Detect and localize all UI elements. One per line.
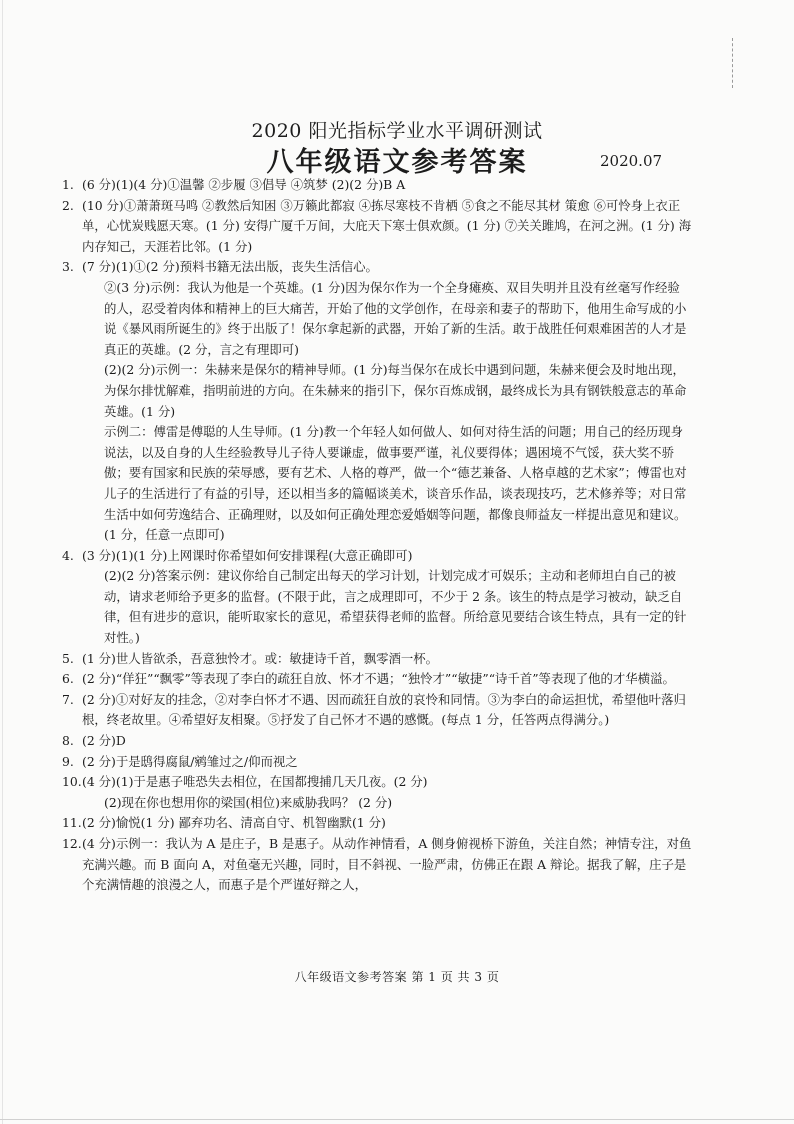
answer-text: (1 分)世人皆欲杀，吾意独怜才。或：敏捷诗千首，飘零酒一杯。: [82, 650, 439, 666]
scan-mark: [732, 38, 734, 88]
answer-number: 9.: [62, 753, 74, 769]
answer-subpart: (2)(2 分)答案示例：建议你给自己制定出每天的学习计划，计划完成才可娱乐；主动和老师坦白自己的被动，请求老师给予更多的监督。(不限于此，言之成理即可，不少于 2 条。该生的特点是学习被动，缺乏自律，但有进步的意识，能听取家长的意见，希望获得老师的监督。所给意见要结合该生特点，具有一定的针对性。): [104, 568, 687, 646]
answer-text: (2 分)愉悦(1 分) 鄙弃功名、清高自守、机智幽默(1 分): [82, 815, 386, 831]
answer-subpart: 示例二：傅雷是傅聪的人生导师。(1 分)教一个年轻人如何做人、如何对待生活的问题；用自己的经历现身说法，以及自身的人生经验教导儿子待人要谦虚，做事要严谨，礼仪要得体；遇困境不气馁，获大奖不骄傲；要有国家和民族的荣辱感，要有艺术、人格的尊严，做一个“德艺兼备、人格卓越的艺术家”；傅雷也对儿子的生活进行了有益的引导，还以相当多的篇幅谈美术，谈音乐作品，谈表现技巧，艺术修养等；对日常生活中如何劳逸结合、正确理财，以及如何正确处理恋爱婚姻等问题，都像良师益友一样提出意见和建议。(1 分，任意一点即可): [104, 424, 687, 543]
answer-number: 5.: [62, 650, 74, 666]
answer-item: [62, 175, 692, 196]
answer-number: 3.: [62, 259, 74, 275]
answer-number: 2.: [62, 197, 74, 213]
answer-item: [62, 649, 692, 670]
answer-item: [62, 813, 692, 834]
answer-text: (2 分)①对好友的挂念，②对李白怀才不遇、因而疏狂自放的哀怜和同情。③为李白的命运担忧，希望他叶落归根，终老故里。④希望好友相聚。⑤抒发了自己怀才不遇的感慨。(每点 1 分，任答两点得满分。): [82, 691, 686, 728]
exam-title: 2020 阳光指标学业水平调研测试: [251, 120, 543, 142]
answer-subpart: (2)现在你也想用你的梁国(相位)来威胁我吗？ (2 分): [104, 794, 393, 810]
answer-item: [62, 257, 692, 545]
answer-number: 6.: [62, 671, 74, 687]
answer-text: (4 分)(1)于是惠子唯恐失去相位，在国都搜捕几天几夜。(2 分): [82, 774, 428, 790]
answer-item: [62, 546, 692, 649]
answer-number: 8.: [62, 733, 74, 749]
answer-item: [62, 752, 692, 773]
answer-subpart: ②(3 分)示例：我认为他是一个英雄。(1 分)因为保尔作为一个全身瘫痪、双目失明并且没有丝毫写作经验的人，忍受着肉体和精神上的巨大痛苦，开始了他的文学创作，在母亲和妻子的帮助下，他用生命写成的小说《暴风雨所诞生的》终于出版了！保尔拿起新的武器，开始了新的生活。敢于战胜任何艰难困苦的人才是真正的英雄。(2 分，言之有理即可): [104, 279, 687, 357]
answer-item: [62, 772, 692, 813]
answer-number: 7.: [62, 691, 74, 707]
answer-number: 4.: [62, 547, 74, 563]
answer-subpart: (2)(2 分)示例一：朱赫来是保尔的精神导师。(1 分)每当保尔在成长中遇到问题，朱赫来便会及时地出现，为保尔排忧解难，指明前进的方向。在朱赫来的指引下，保尔百炼成钢，最终成长为具有钢铁般意志的革命英雄。(1 分): [104, 362, 687, 419]
answer-number: 10.: [62, 774, 82, 790]
answer-text: (4 分)示例一：我认为 A 是庄子，B 是惠子。从动作神情看，A 侧身俯视桥下游鱼，关注自然；神情专注，对鱼充满兴趣。而 B 面向 A，对鱼毫无兴趣，同时，目不斜视、一脸严肃，仿佛正在跟 A 辩论。据我了解，庄子是个充满情趣的浪漫之人，而惠子是个严谨好辩之人，: [82, 836, 692, 893]
answer-number: 1.: [62, 177, 74, 192]
answer-text: (2 分)“佯狂”“飘零”等表现了李白的疏狂自放、怀才不遇；“独怜才”“敏捷”“诗千首”等表现了他的才华横溢。: [82, 671, 675, 687]
answer-item: [62, 669, 692, 690]
answer-text: (3 分)(1)(1 分)上网课时你希望如何安排课程(大意正确即可): [82, 547, 413, 563]
answer-text: (10 分)①萧萧斑马鸣 ②教然后知困 ③万籁此都寂 ④拣尽寒枝不肯栖 ⑤食之不能尽其材 策愈 ⑥可怜身上衣正单，心忧炭贱愿天寒。(1 分) 安得广厦千万间，大庇天下寒士俱欢颜。(1 分) ⑦关关雎鸠，在河之洲。(1 分) 海内存知己，天涯若比邻。(1 分): [82, 197, 692, 254]
answer-text: (7 分)(1)①(2 分)预料书籍无法出版，丧失生活信心。: [82, 259, 378, 275]
answer-item: [62, 690, 692, 731]
answer-text: (2 分)于是鸱得腐鼠/鹓雏过之/仰而视之: [82, 753, 298, 769]
answer-number: 12.: [62, 836, 82, 851]
answer-list: [62, 175, 692, 896]
document-subtitle: 八年级语文参考答案: [266, 147, 528, 178]
page-footer: 八年级语文参考答案 第 1 页 共 3 页: [294, 970, 500, 984]
answer-number: 11.: [62, 815, 82, 831]
answer-item: [62, 731, 692, 752]
document-date: 2020.07: [600, 152, 663, 170]
answer-text: (6 分)(1)(4 分)①温馨 ②步履 ③倡导 ④筑梦 (2)(2 分)B A: [82, 177, 406, 192]
scan-edge-bottom: [0, 1119, 794, 1120]
answer-item: [62, 196, 692, 258]
answer-item: [62, 834, 692, 896]
answer-text: (2 分)D: [82, 733, 126, 749]
